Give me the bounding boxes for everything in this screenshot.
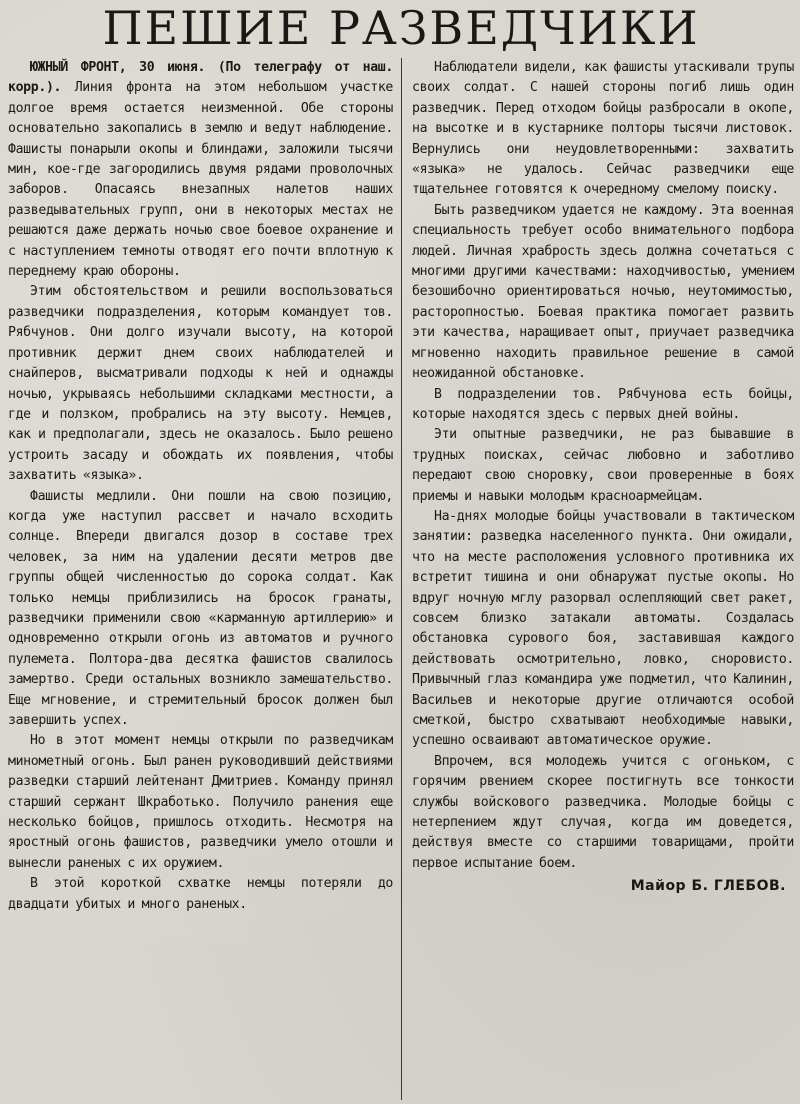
article-body (8, 58, 794, 1100)
paragraph-3: Фашисты медлили. Они пошли на свою позицию, когда уже наступил рассвет и начало всходить солнце. Впереди двигался дозор в составе трех человек, за ним на удалении десяти метров две группы общей численностью до сорока солдат. Как только немцы приблизились на бросок гранаты, разведчики применили свою «карманную артиллерию» и одновременно открыли огонь из автоматов и ручного пулемета. Полтора-два десятка фашистов свалилось замертво. Среди остальных возникло замешательство. Еще мгновение, и стремительный бросок должен был завершить успех. (8, 488, 393, 728)
paragraph-9: Эти опытные разведчики, не раз бывавшие в трудных поисках, сейчас любовно и заботливо передают свою сноровку, свои проверенные в боях приемы и навыки молодым красноармейцам. (412, 427, 794, 504)
paragraph-1-text: Линия фронта на этом небольшом участке долгое время остается неизменной. Обе стороны основательно закопались в землю и ведут наблюдение. Фашисты понарыли окопы и блиндажи, заложили тысячи мин, кое-где загородились двумя рядами проволочных заборов. Опасаясь внезапных налетов наших разведывательных групп, они в некоторых местах не решаются даже держать ночью свое боевое охранение и с наступлением темноты отводят его почти вплотную к переднему краю обороны. (8, 80, 394, 280)
article-headline: ПЕШИЕ РАЗВЕДЧИКИ (102, 1, 700, 55)
left-column (8, 58, 402, 1100)
paragraph-2: Этим обстоятельством и решили воспользоваться разведчики подразделения, которым командует тов. Рябчунов. Они долго изучали высоту, на которой противник держит днем своих наблюдателей и снайперов, высматривали подходы к ней и однажды ночью, укрываясь небольшими складками местности, а где и ползком, пробрались на эту высоту. Немцев, как и предполагали, здесь не оказалось. Было решено устроить засаду и обождать их появления, чтобы захватить «языка». (8, 284, 393, 484)
paragraph-5: В этой короткой схватке немцы потеряли до двадцати убитых и много раненых. (8, 876, 393, 912)
right-column (402, 58, 794, 1100)
paragraph-8: В подразделении тов. Рябчунова есть бойцы, которые находятся здесь с первых дней войны. (412, 386, 794, 422)
paragraph-1 (8, 58, 393, 282)
dateline: ЮЖНЫЙ ФРОНТ, 30 июня. (По телеграфу от наш. корр.). (8, 60, 393, 96)
paragraph-11: Впрочем, вся молодежь учится с огоньком, с горячим рвением скорее постигнуть все тонкости службы войскового разведчика. Молодые бойцы с нетерпением ждут случая, когда им доведется, действуя вместе со старшими товарищами, пройти первое испытание боем. (412, 753, 794, 871)
paragraph-10: На-днях молодые бойцы участвовали в тактическом занятии: разведка населенного пункта. Они ожидали, что на месте расположения условного противника их встретит тишина и они обнаружат пустые окопы. Но вдруг ночную мглу разорвал ослепляющий свет ракет, совсем близко затакали автоматы. Создалась обстановка сурового боя, заставившая каждого действовать осмотрительно, ловко, сноровисто. Привычный глаз командира уже подметил, что Калинин, Васильев и некоторые другие отличаются особой сметкой, быстро схватывают необходимые навыки, успешно осваивают автоматическое оружие. (412, 508, 794, 749)
paragraph-4: Но в этот момент немцы открыли по разведчикам минометный огонь. Был ранен руководивший действиями разведки старший лейтенант Дмитриев. Команду принял старший сержант Шкработько. Получило ранения еще несколько бойцов, пришлось отходить. Несмотря на яростный огонь фашистов, разведчики умело отошли и вынесли раненых с их оружием. (8, 733, 393, 871)
author-signature: Майор Б. ГЛЕБОВ. (630, 878, 786, 895)
paragraph-6: Наблюдатели видели, как фашисты утаскивали трупы своих солдат. С нашей стороны погиб лишь один разведчик. Перед отходом бойцы разбросали в окопе, на высотке и в кустарнике полторы тысячи листовок. Вернулись они неудовлетворенными: захватить «языка» не удалось. Сейчас разведчики еще тщательнее готовятся к очередному смелому поиску. (412, 60, 794, 198)
paragraph-7: Быть разведчиком удается не каждому. Эта военная специальность требует особо внимательного подбора людей. Личная храбрость здесь должна сочетаться с многими другими качествами: находчивостью, умением безошибочно ориентироваться ночью, неутомимостью, расторопностью. Боевая практика помогает развить эти качества, наращивает опыт, приучает разведчика мгновенно находить правильное решение в самой неожиданной обстановке. (412, 202, 794, 382)
